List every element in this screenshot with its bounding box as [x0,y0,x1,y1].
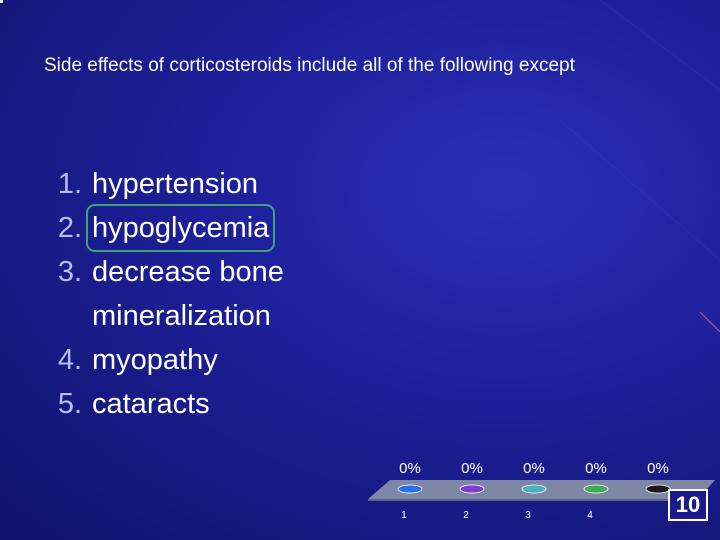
category-label-3: 3 [525,510,531,521]
category-label-1: 1 [401,510,407,521]
answer-option-2[interactable] [40,206,360,250]
answer-option-5[interactable] [40,382,360,426]
answer-option-3[interactable] [40,250,360,338]
bar-base-1 [398,485,422,493]
bar-value-label-3: 0% [523,460,545,477]
bar-base-3 [522,485,546,493]
countdown-timer: 10 [668,489,708,521]
answer-label: cataracts [92,388,210,420]
category-label-4: 4 [587,510,593,521]
response-bar-chart [360,452,720,540]
answer-number: 1. [57,168,82,200]
answer-label: hypoglycemia [88,206,273,250]
bar-value-label-5: 0% [647,460,669,477]
answer-number: 4. [57,344,82,376]
answer-label: decrease bone mineralization [92,256,284,332]
answer-number: 5. [57,388,82,420]
bar-base-5 [646,485,670,493]
chart-platform-front [368,499,698,501]
bar-value-label-4: 0% [585,460,607,477]
bar-base-4 [584,485,608,493]
bar-value-label-1: 0% [399,460,421,477]
answer-label: myopathy [92,344,218,376]
bar-base-2 [460,485,484,493]
category-label-2: 2 [463,510,469,521]
answer-option-4[interactable] [40,338,360,382]
question-text: Side effects of corticosteroids include all of the following except [44,55,575,76]
answer-list [40,162,360,426]
slide-corner-mark [0,0,3,3]
answer-option-1[interactable] [40,162,360,206]
answer-number: 2. [57,212,82,244]
answer-number: 3. [57,256,82,288]
answer-label: hypertension [92,168,259,200]
bar-value-label-2: 0% [461,460,483,477]
